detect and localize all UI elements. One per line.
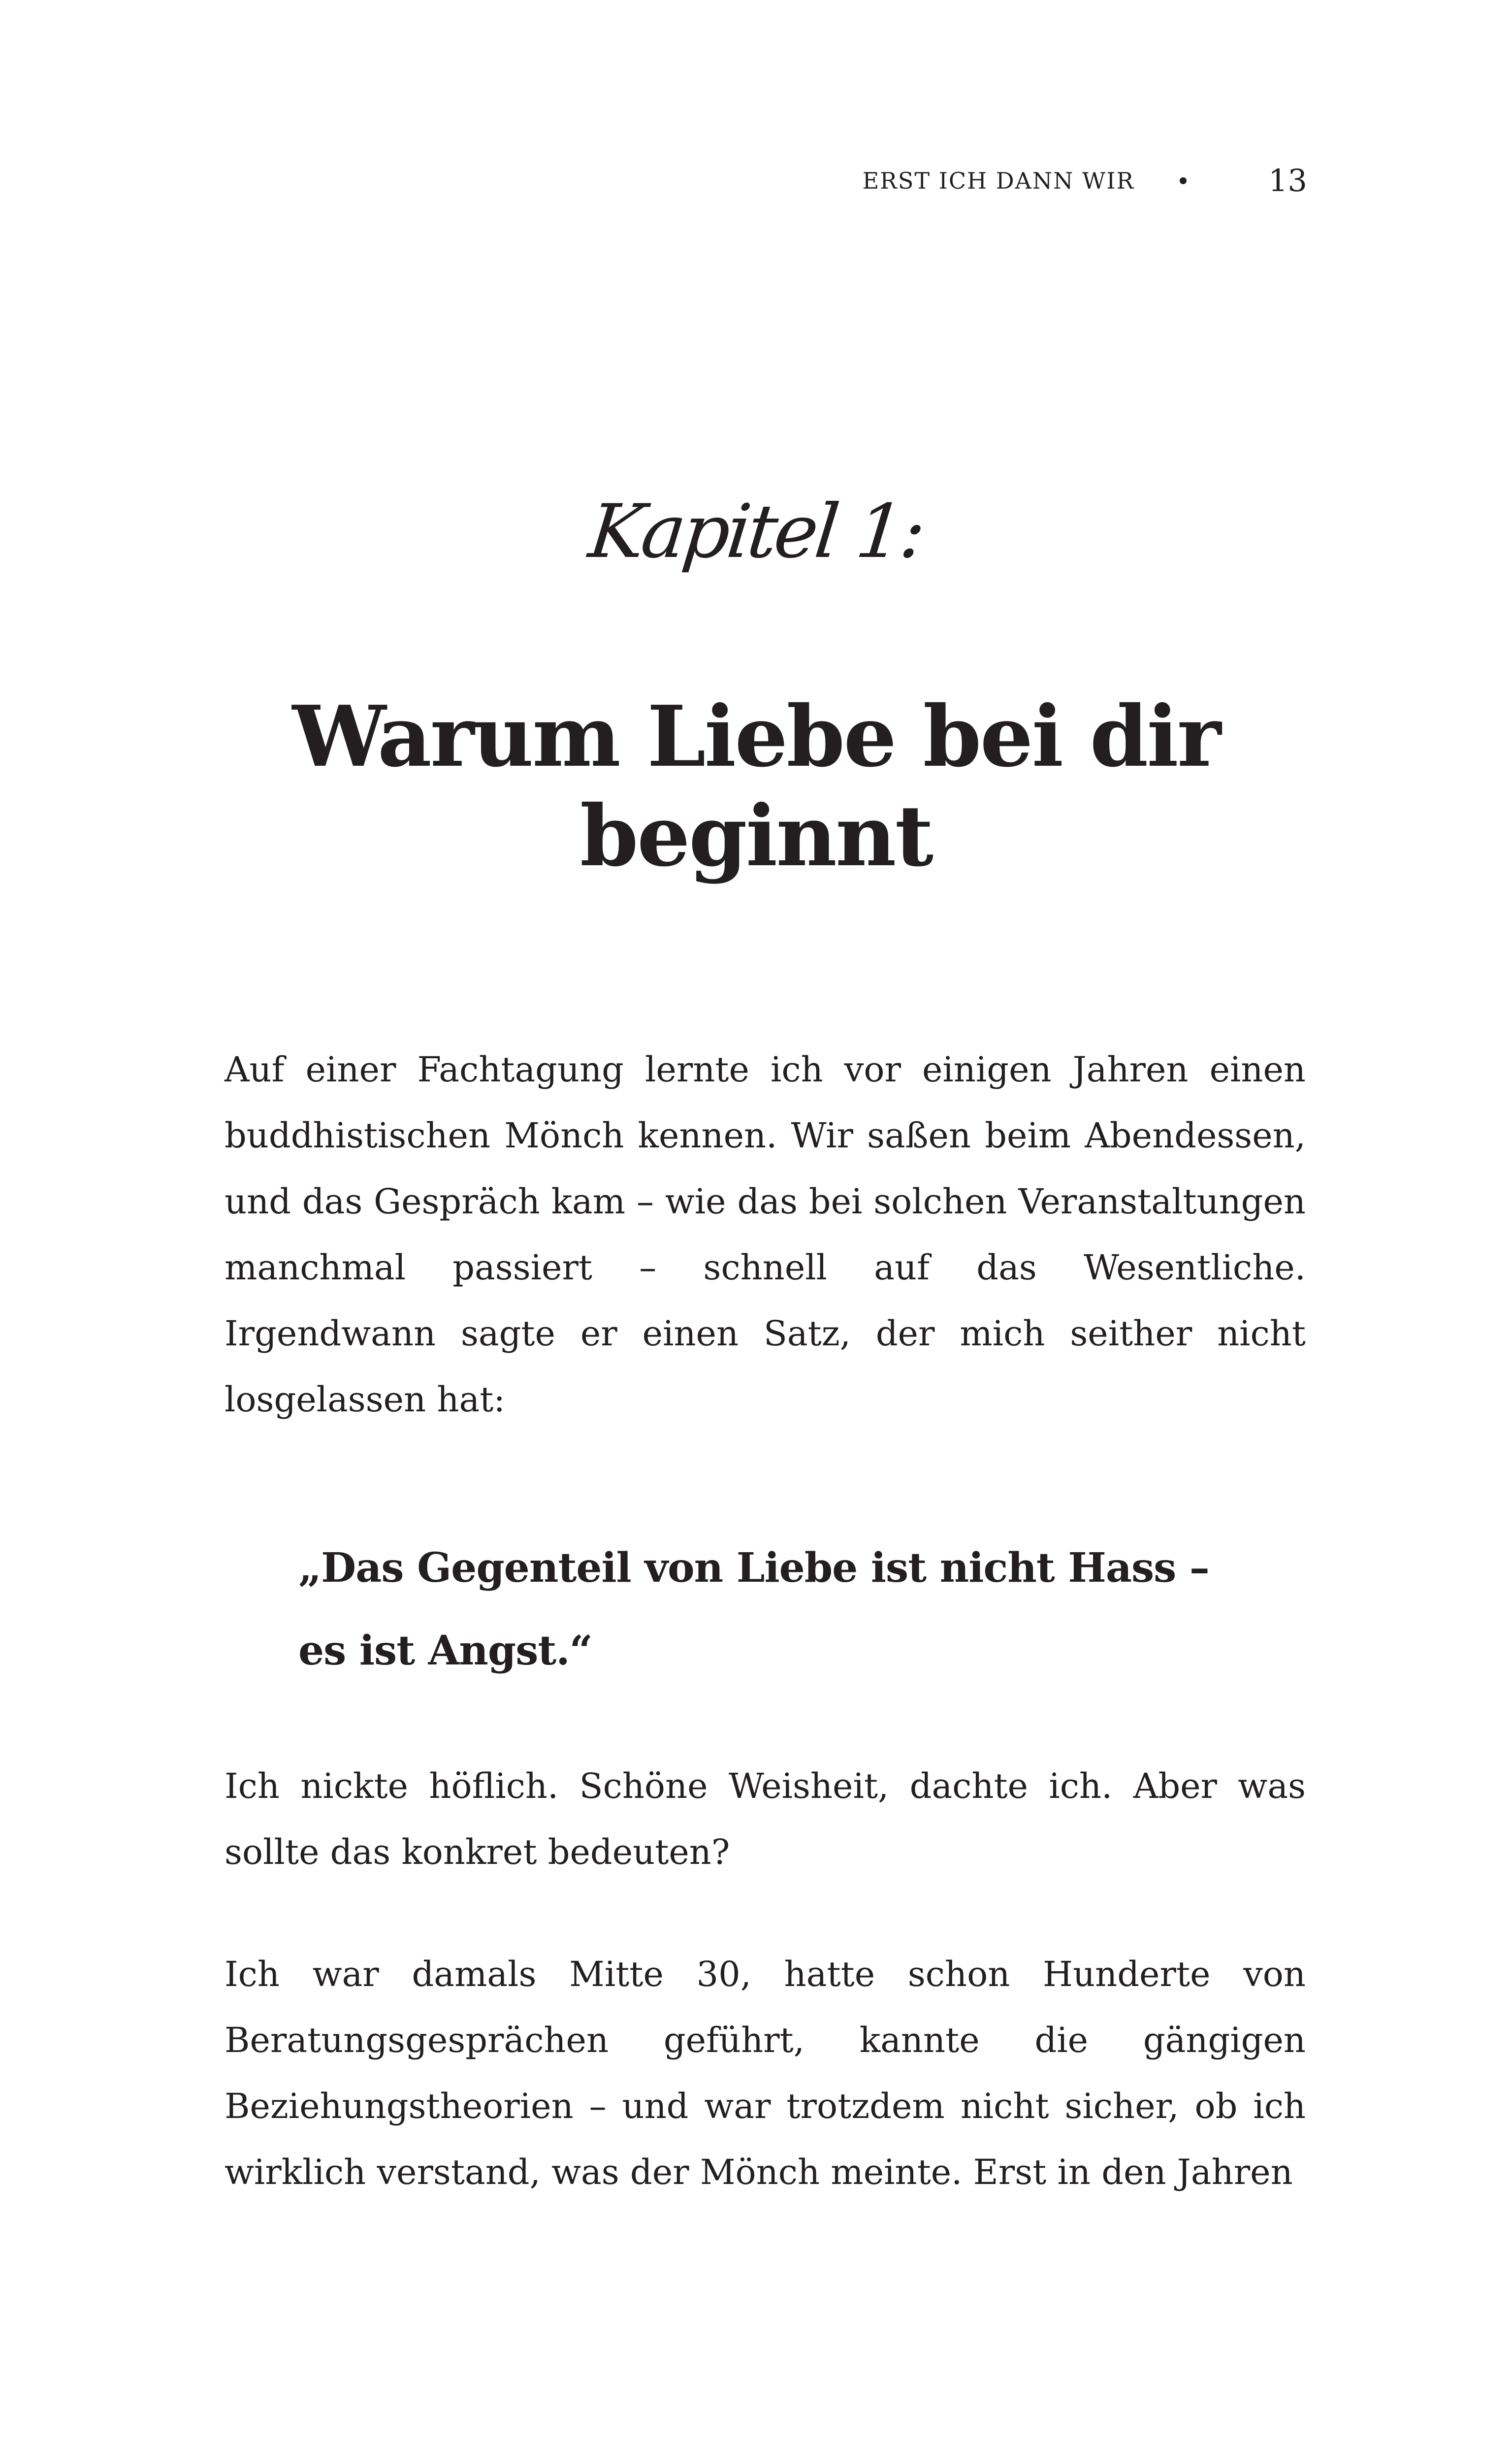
chapter-label: Kapitel 1: — [585, 489, 927, 575]
running-title: ERST ICH DANN WIR — [862, 167, 1135, 194]
chapter-title-line-2: beginnt — [579, 787, 933, 885]
page-number: 13 — [1268, 163, 1307, 198]
pull-quote-line-2: es ist Angst.“ — [298, 1627, 592, 1674]
body-paragraph-3: Ich war damals Mitte 30, hatte schon Hunderte von Beratungsgesprächen geführt, kannte die gängigen Beziehungstheorien – und war trotzdem nicht sicher, ob ich wirklich verstand, was der Mönch meinte. Erst in den Jahren — [225, 1954, 1306, 2192]
chapter-title-line-1: Warum Liebe bei dir — [292, 687, 1220, 786]
body-paragraph-2: Ich nickte höflich. Schöne Weisheit, dachte ich. Aber was sollte das konkret bedeuten? — [225, 1766, 1306, 1872]
body-paragraph-1: Auf einer Fachtagung lernte ich vor einigen Jahren einen buddhistischen Mönch kennen. Wir saßen beim Abendessen, und das Gespräch kam – wie das bei solchen Veranstaltungen manchmal passiert – schnell auf das Wesentliche. Irgendwann sagte er einen Satz, der mich seither nicht losgelassen hat: — [225, 1049, 1306, 1420]
pull-quote — [298, 1527, 1332, 1692]
running-header — [863, 163, 1307, 198]
chapter-title — [0, 687, 1512, 886]
bullet-separator — [1180, 177, 1187, 184]
pull-quote-line-1: „Das Gegenteil von Liebe ist nicht Hass – — [298, 1544, 1209, 1592]
